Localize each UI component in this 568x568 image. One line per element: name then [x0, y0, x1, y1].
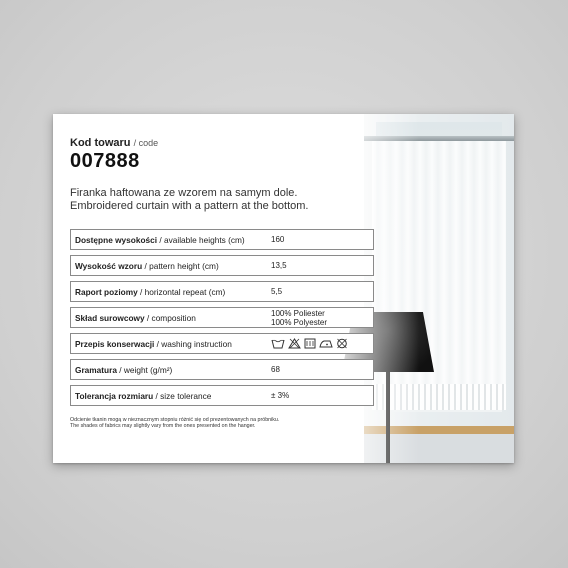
disclaimer-note: Odcienie tkanin mogą w nieznacznym stopniu różnić się od prezentowanych na próbniku. The shades of fabrics may slightly vary from the ones presented on the hanger. [70, 417, 280, 430]
spec-value: 100% Poliester 100% Polyester [271, 308, 328, 327]
spec-label: Dostępne wysokości / available heights (cm) [75, 234, 245, 245]
spec-row-size-tolerance [70, 385, 374, 406]
no-dry-clean-icon [336, 338, 348, 349]
description-pl: Firanka haftowana ze wzorem na samym dole. [70, 187, 298, 199]
code-label-en: / code [133, 138, 159, 148]
tumble-dry-low-icon [304, 338, 316, 349]
spec-value: ± 3% [271, 391, 290, 400]
spec-value: 13,5 [271, 261, 287, 270]
description-en: Embroidered curtain with a pattern at the bottom. [70, 200, 309, 212]
code-label [70, 137, 380, 149]
spec-label: Raport poziomy / horizontal repeat (cm) [75, 286, 226, 297]
product-code: 007888 [70, 150, 140, 172]
spec-value: 68 [271, 365, 280, 374]
spec-label: Wysokość wzoru / pattern height (cm) [75, 260, 219, 271]
iron-low-icon [319, 338, 333, 349]
spec-row-pattern-height [70, 255, 374, 276]
spec-label: Gramatura / weight (g/m²) [75, 364, 173, 375]
spec-row-heights [70, 229, 374, 250]
spec-label: Skład surowcowy / composition [75, 312, 196, 323]
no-bleach-icon [288, 338, 301, 349]
spec-table [70, 229, 374, 411]
description [70, 187, 380, 213]
product-card [53, 114, 514, 463]
washing-icons [271, 338, 373, 349]
header-block [70, 137, 380, 213]
spec-label: Przepis konserwacji / washing instruction [75, 338, 232, 349]
spec-row-composition [70, 307, 374, 328]
spec-label: Tolerancja rozmiaru / size tolerance [75, 390, 212, 401]
spec-row-washing [70, 333, 374, 354]
spec-row-weight [70, 359, 374, 380]
wash-30-icon [271, 338, 285, 349]
spec-row-horizontal-repeat [70, 281, 374, 302]
code-label-pl: Kod towaru [70, 137, 131, 149]
spec-value: 160 [271, 235, 285, 244]
spec-value: 5,5 [271, 287, 283, 296]
